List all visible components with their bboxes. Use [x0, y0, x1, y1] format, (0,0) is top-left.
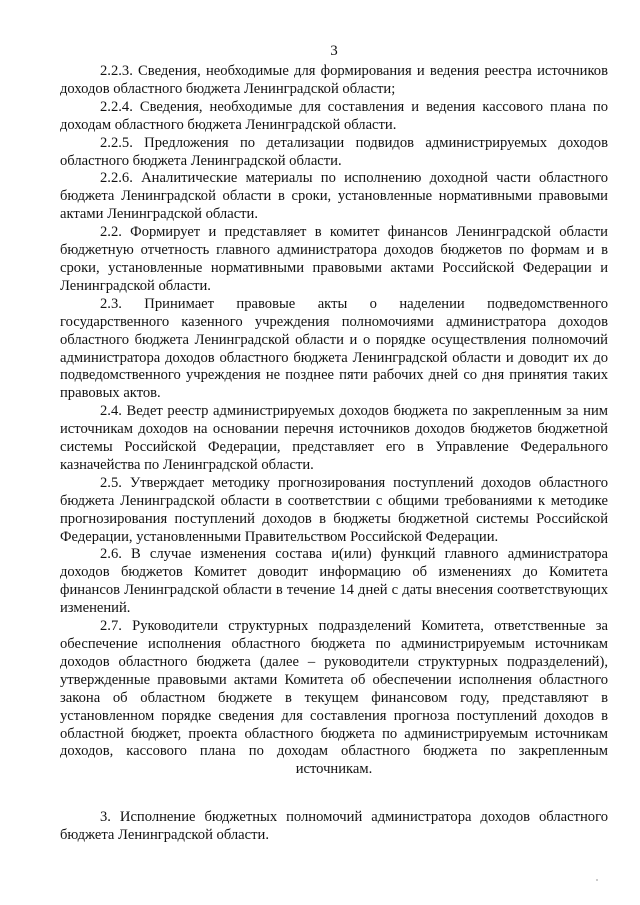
paragraph-2-2-4: 2.2.4. Сведения, необходимые для составления и ведения кассового плана по доходам областного бюджета Ленинградской области.	[60, 98, 608, 133]
paragraph-2-5: 2.5. Утверждает методику прогнозирования поступлений доходов областного бюджета Ленинградской области в соответствии с общими требованиями к методике прогнозирования поступлений доходов в бюджеты бюджетной системы Российской Федерации, установленными Правительством Российской Федерации.	[60, 474, 608, 545]
paragraph-2-2: 2.2. Формирует и представляет в комитет финансов Ленинградской области бюджетную отчетность главного администратора доходов бюджетов по формам и в сроки, установленные нормативными правовыми актами Российской Федерации и Ленинградской области.	[60, 224, 608, 294]
paragraph-2-4: 2.4. Ведет реестр администрируемых доходов бюджета по закрепленным за ним источникам доходов на основании перечня источников доходов бюджетов бюджетной системы Российской Федерации, представляет его в Управление Федерального казначейства по Ленинградской области.	[60, 403, 608, 473]
paragraph-2-6: 2.6. В случае изменения состава и(или) функций главного администратора доходов бюджетов Комитет доводит информацию об изменениях до Комитета финансов Ленинградской области в течение 14 дней с даты внесения соответствующих изменений.	[60, 546, 608, 617]
document-page	[60, 0, 608, 905]
paragraph-2-7: 2.7. Руководители структурных подразделений Комитета, ответственные за обеспечение исполнения областного бюджета по администрируемым источникам доходов областного бюджета (далее – руководители структурных подразделений), утвержденные правовыми актами Комитета об обеспечении исполнения областного закона об областном бюджете в текущем финансовом году, представляют в установленном порядке сведения для составления прогноза поступлений доходов в областной бюджет, проекта областного бюджета по администрируемым источникам доходов, кассового плана по доходам областного бюджета по закрепленным источникам.	[60, 618, 608, 778]
paragraph-2-2-5: 2.2.5. Предложения по детализации подвидов администрируемых доходов областного бюджета Ленинградской области.	[60, 134, 608, 169]
scan-speck	[596, 879, 598, 881]
paragraph-2-2-3: 2.2.3. Сведения, необходимые для формирования и ведения реестра источников доходов областного бюджета Ленинградской области;	[60, 63, 608, 97]
paragraph-2-3: 2.3. Принимает правовые акты о наделении подведомственного государственного казенного учреждения полномочиями администратора доходов областного бюджета Ленинградской области и о порядке осуществления полномочий администратора доходов областного бюджета Ленинградской области и доводит их до подведомственного учреждения не позднее пяти рабочих дней со дня принятия таких правовых актов.	[60, 295, 608, 402]
paragraph-2-2-6: 2.2.6. Аналитические материалы по исполнению доходной части областного бюджета Ленинградской области в сроки, установленные нормативными правовыми актами Ленинградской области.	[60, 170, 608, 223]
page-number: 3	[330, 43, 338, 59]
section-3-heading: 3. Исполнение бюджетных полномочий администратора доходов областного бюджета Ленинградской области.	[60, 809, 608, 844]
document-body	[60, 63, 608, 845]
